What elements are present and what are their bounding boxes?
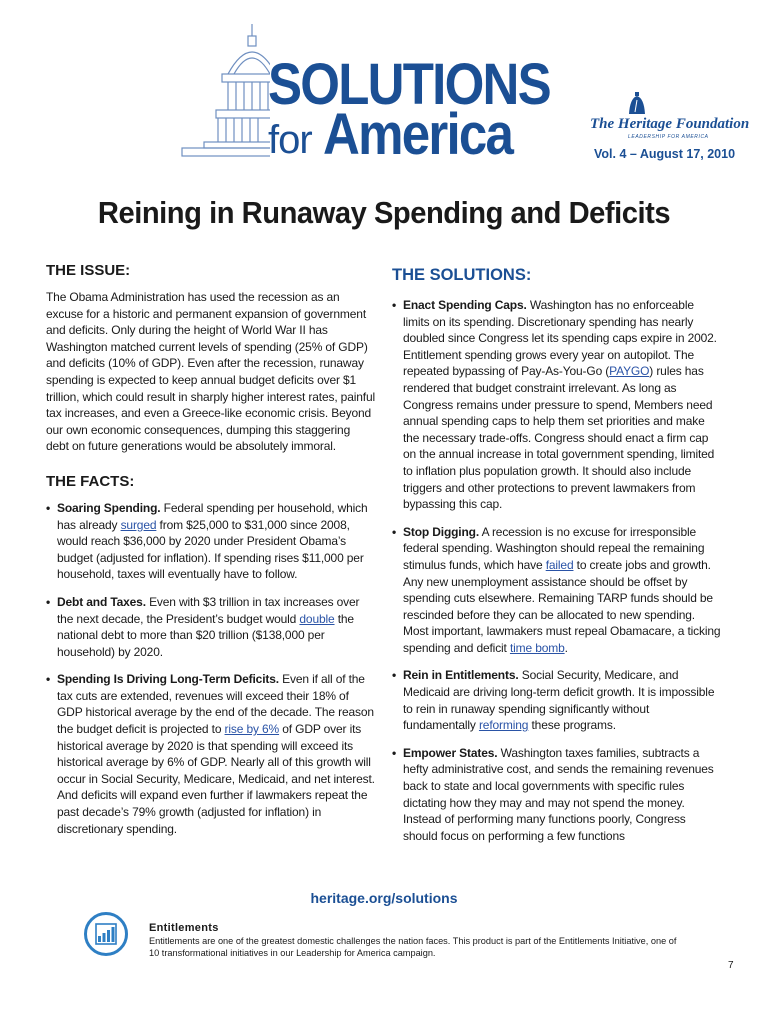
solutions-heading: THE SOLUTIONS: bbox=[392, 266, 532, 284]
link-surged[interactable]: surged bbox=[120, 517, 157, 532]
solution-text: A recession is no excuse for irresponsible federal spending. Washington should repeal the remaining stimulus funds, which have bbox=[403, 524, 705, 572]
solution-lead: Enact Spending Caps. bbox=[403, 298, 527, 312]
fact-text: from $25,000 to $31,000 since 2008, would reach $36,000 by 2020 under President Obama’s budget (adjusted for inflation). If spending rises $11,000 per household, taxes will eventually have to follow. bbox=[57, 517, 364, 582]
fact-lead: Debt and Taxes. bbox=[57, 594, 146, 609]
page-title: Reining in Runaway Spending and Deficits bbox=[97, 195, 671, 230]
volume-date: Vol. 4 – August 17, 2010 bbox=[594, 147, 736, 161]
link-paygo[interactable]: PAYGO bbox=[609, 364, 650, 379]
heritage-name: The Heritage Foundation bbox=[590, 116, 750, 132]
left-column bbox=[46, 262, 376, 848]
solution-text: . bbox=[564, 640, 568, 655]
facts-list bbox=[46, 500, 376, 837]
solution-text: Washington taxes families, subtracts a hefty administrative cost, and sends the remaining revenues back to state and local governments with specific rules dictating how they may and may not spend the money. Instead of performing many functions poorly, Congress should focus on performing a few functions bbox=[403, 745, 714, 843]
fact-text: Even with $3 trillion in tax increases over the next decade, the President’s budget would bbox=[57, 594, 360, 626]
fact-item bbox=[46, 500, 376, 583]
fact-text: the national debt to more than $20 trillion ($138,000 per household) by 2020. bbox=[57, 611, 354, 659]
brand-solutions: SOLUTIONS bbox=[268, 52, 550, 117]
solution-item bbox=[392, 667, 722, 733]
fact-text: Even if all of the tax cuts are extended, revenues will exceed their 18% of GDP historical average by the end of the decade. The reason the budget deficit is projected to bbox=[57, 672, 374, 737]
bullet-icon: • bbox=[46, 500, 51, 515]
fact-text: of GDP over its historical average by 2020 is that spending will exceed its historical average by 6% of GDP. Nearly all of this growth will occur in Social Security, Medicare, Medicaid, and net interest. And deficits will expand even further if lawmakers repeat the past decade’s 79% growth (adjusted for inflation) in discretionary spending. bbox=[57, 722, 375, 836]
fact-lead: Soaring Spending. bbox=[57, 500, 161, 515]
solution-item bbox=[392, 745, 722, 845]
bullet-icon: • bbox=[392, 298, 397, 312]
liberty-bell-icon bbox=[624, 92, 650, 118]
solution-text: to create jobs and growth. Any new unemployment assistance should be offset by spending cuts elsewhere. Remaining TARP funds should be rescinded before they can be allocated to new spending. Most important, lawmakers must repeal Obamacare, a ticking spending and deficit bbox=[403, 557, 721, 655]
solution-lead: Stop Digging. bbox=[403, 524, 480, 539]
solution-text: Washington has no enforceable limits on its spending. Discretionary spending has nearly doubled since Congress let its spending caps expire in 2002. Entitlement spending grows every year on autopilot. The repeated bypassing of Pay-As-You-Go ( bbox=[403, 298, 717, 379]
solutions-list bbox=[392, 297, 722, 844]
brand-for: for bbox=[268, 118, 312, 162]
issue-heading: THE ISSUE: bbox=[46, 262, 131, 279]
masthead bbox=[0, 0, 768, 180]
bullet-icon: • bbox=[392, 524, 397, 539]
link-time-bomb[interactable]: time bomb bbox=[509, 640, 565, 655]
solution-item bbox=[392, 297, 722, 513]
fact-item bbox=[46, 594, 376, 660]
fact-text: Federal spending per household, which has already bbox=[57, 500, 368, 532]
entitlements-chart-icon bbox=[84, 912, 128, 956]
solution-text: ) rules has rendered that budget constraint irrelevant. As long as Congress remains under pressure to spend, Members need annual spending caps to help them set priorities and make the necessary trade-offs. Congress should enact a firm cap on the annual increase in total government spending, limited to inflation plus population growth. It should also include triggers and other protections to prevent lawmakers from bypassing this cap. bbox=[403, 364, 715, 512]
facts-heading: THE FACTS: bbox=[46, 472, 135, 490]
bullet-icon: • bbox=[392, 745, 397, 760]
solution-lead: Empower States. bbox=[403, 745, 498, 760]
solution-lead: Rein in Entitlements. bbox=[403, 668, 519, 683]
page-number: 7 bbox=[728, 960, 734, 971]
brand-america: America bbox=[323, 102, 513, 167]
entitlements-text: Entitlements are one of the greatest domestic challenges the nation faces. This product is part of the Entitlements Initiative, one of 10 transformational initiatives in our Leadership for America campaign. bbox=[149, 936, 677, 958]
entitlements-title: Entitlements bbox=[149, 922, 219, 934]
link-double[interactable]: double bbox=[299, 611, 335, 626]
right-column bbox=[392, 266, 722, 855]
link-rise-by-6[interactable]: rise by 6% bbox=[224, 722, 280, 737]
capitol-dome-icon bbox=[178, 22, 270, 162]
fact-lead: Spending Is Driving Long-Term Deficits. bbox=[57, 672, 279, 687]
bullet-icon: • bbox=[392, 668, 397, 683]
link-reforming[interactable]: reforming bbox=[478, 718, 529, 733]
footer-url-link[interactable]: heritage.org/solutions bbox=[310, 890, 458, 906]
issue-text: The Obama Administration has used the recession as an excuse for a historic and permanent expansion of government and deficits. Only during the height of World War II has Washington matched current levels of spending (25% of GDP) and deficits (10% of GDP). Even after the recession, runaway spending is expected to keep annual budget deficits over $1 trillion, which could result in sharply higher interest rates, painful tax increases, and even a Greece-like economic crisis. Beyond our own economic consequences, dumping this staggering debt on future generations would be absolutely immoral. bbox=[46, 290, 375, 454]
fact-item bbox=[46, 671, 376, 837]
link-failed[interactable]: failed bbox=[545, 557, 574, 572]
bullet-icon: • bbox=[46, 672, 51, 687]
solution-item bbox=[392, 524, 722, 657]
heritage-tagline: LEADERSHIP FOR AMERICA bbox=[628, 134, 709, 140]
solution-text: these programs. bbox=[528, 718, 616, 733]
solution-text: Social Security, Medicare, and Medicaid are driving long-term deficit growth. It is impossible to rein in runaway spending significantly without fundamentally bbox=[403, 668, 715, 733]
bullet-icon: • bbox=[46, 594, 51, 609]
